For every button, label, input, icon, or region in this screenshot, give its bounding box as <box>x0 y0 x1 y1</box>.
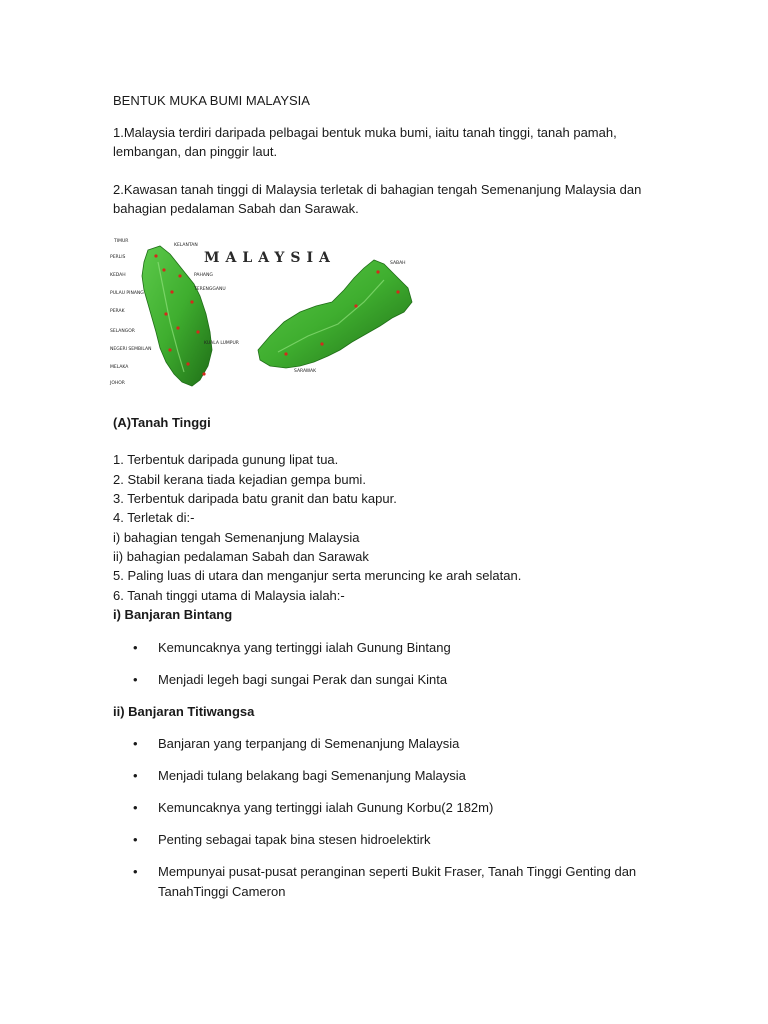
list-item-text: Mempunyai pusat-pusat peranginan seperti Bukit Fraser, Tanah Tinggi Genting dan TanahTinggi Cameron <box>158 864 637 899</box>
malaysia-map-image <box>108 232 414 392</box>
bullet-icon: • <box>133 640 138 655</box>
paragraph-1-line-1: 1.Malaysia terdiri daripada pelbagai bentuk muka bumi, iaitu tanah tinggi, tanah pamah, <box>113 125 617 140</box>
svg-text:NEGERI SEMBILAN: NEGERI SEMBILAN <box>110 347 152 352</box>
list-item-text: Menjadi legeh bagi sungai Perak dan sungai Kinta <box>158 672 448 687</box>
svg-text:KEDAH: KEDAH <box>110 273 126 278</box>
map-title: MALAYSIA <box>204 250 336 266</box>
section-a-item-3: 3. Terbentuk daripada batu granit dan batu kapur. <box>113 491 397 506</box>
section-a-item-7: 5. Paling luas di utara dan menganjur serta meruncing ke arah selatan. <box>113 568 522 583</box>
bullet-icon: • <box>133 768 138 783</box>
bullet-icon: • <box>133 672 138 687</box>
svg-text:KUALA LUMPUR: KUALA LUMPUR <box>204 341 239 346</box>
paragraph-2-line-1: 2.Kawasan tanah tinggi di Malaysia terletak di bahagian tengah Semenanjung Malaysia dan <box>113 182 642 197</box>
list-item-text: Kemuncaknya yang tertinggi ialah Gunung Korbu(2 182m) <box>158 800 494 815</box>
svg-text:KELANTAN: KELANTAN <box>174 243 198 248</box>
bullet-icon: • <box>133 800 138 815</box>
titiwangsa-heading: ii) Banjaran Titiwangsa <box>113 704 255 719</box>
svg-text:TERENGGANU: TERENGGANU <box>194 287 226 292</box>
section-a-item-8: 6. Tanah tinggi utama di Malaysia ialah:- <box>113 588 345 603</box>
bintang-heading: i) Banjaran Bintang <box>113 607 233 622</box>
malaysia-map-svg <box>108 232 414 392</box>
section-a-item-1: 1. Terbentuk daripada gunung lipat tua. <box>113 452 339 467</box>
svg-text:SELANGOR: SELANGOR <box>110 329 135 334</box>
bullet-icon: • <box>133 832 138 847</box>
bullet-icon: • <box>133 736 138 751</box>
list-item-text: Banjaran yang terpanjang di Semenanjung Malaysia <box>158 736 460 751</box>
svg-text:MELAKA: MELAKA <box>110 365 129 370</box>
svg-text:PULAU PINANG: PULAU PINANG <box>110 291 144 296</box>
svg-text:SABAH: SABAH <box>390 261 406 266</box>
list-item-text: Kemuncaknya yang tertinggi ialah Gunung Bintang <box>158 640 451 655</box>
svg-text:PERAK: PERAK <box>110 309 125 314</box>
borneo-malaysia-shape <box>258 260 412 368</box>
svg-text:SARAWAK: SARAWAK <box>294 369 317 374</box>
list-item-text: Penting sebagai tapak bina stesen hidroelektirk <box>158 832 431 847</box>
section-a-item-2: 2. Stabil kerana tiada kejadian gempa bumi. <box>113 472 366 487</box>
section-a-heading: (A)Tanah Tinggi <box>113 415 211 430</box>
svg-text:PERLIS: PERLIS <box>110 255 126 260</box>
svg-text:TIMUR: TIMUR <box>114 239 129 244</box>
paragraph-2-line-2: bahagian pedalaman Sabah dan Sarawak. <box>113 201 359 216</box>
peninsular-malaysia-shape <box>142 246 212 386</box>
paragraph-1-line-2: lembangan, dan pinggir laut. <box>113 144 278 159</box>
document-title: BENTUK MUKA BUMI MALAYSIA <box>113 93 310 108</box>
bullet-icon: • <box>133 864 138 879</box>
list-item-text: Menjadi tulang belakang bagi Semenanjung Malaysia <box>158 768 466 783</box>
section-a-item-6: ii) bahagian pedalaman Sabah dan Sarawak <box>113 549 369 564</box>
section-a-item-4: 4. Terletak di:- <box>113 510 195 525</box>
section-a-item-5: i) bahagian tengah Semenanjung Malaysia <box>113 530 360 545</box>
svg-text:PAHANG: PAHANG <box>194 273 213 278</box>
svg-text:JOHOR: JOHOR <box>110 381 125 386</box>
